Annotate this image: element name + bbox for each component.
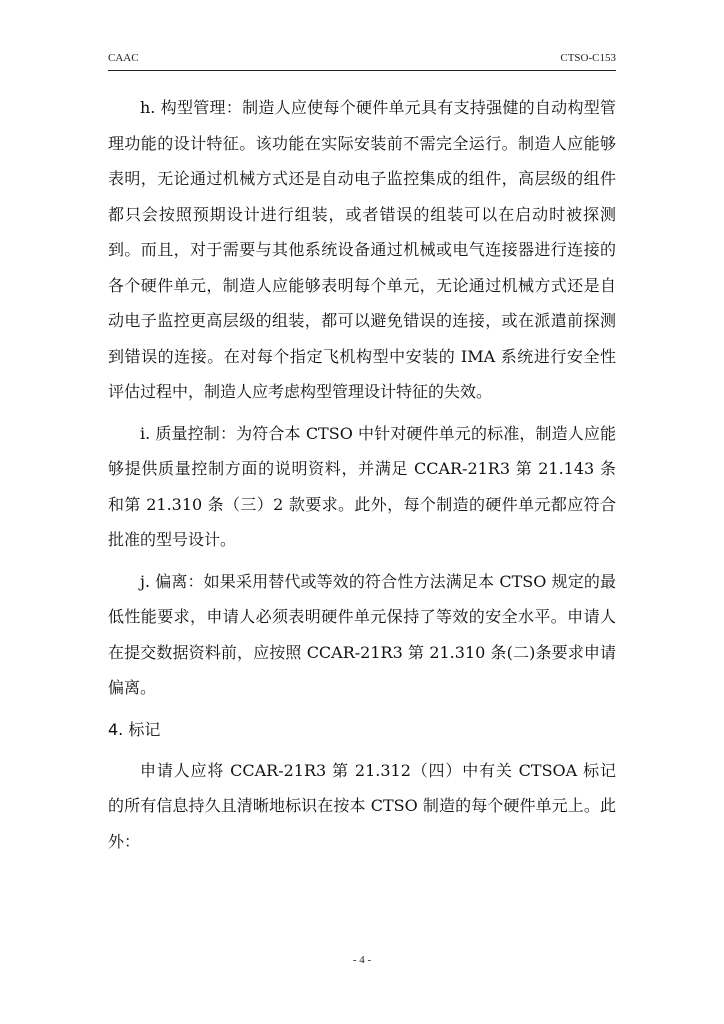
page-header (108, 52, 616, 70)
paragraph-configuration-management: h. 构型管理：制造人应使每个硬件单元具有支持强健的自动构型管理功能的设计特征。该功能在实际安装前不需完全运行。制造人应能够表明，无论通过机械方式还是自动电子监控集成的组件，高层级的组件都只会按照预期设计进行组装，或者错误的组装可以在启动时被探测到。而且，对于需要与其他系统设备通过机械或电气连接器进行连接的各个硬件单元，制造人应能够表明每个单元，无论通过机械方式还是自动电子监控更高层级的组装，都可以避免错误的连接，或在派遣前探测到错误的连接。在对每个指定飞机构型中安装的 IMA 系统进行安全性评估过程中，制造人应考虑构型管理设计特征的失效。 (108, 98, 616, 401)
header-org: CAAC (108, 52, 139, 64)
header-doc-id: CTSO-C153 (560, 52, 616, 64)
paragraph-deviations: j. 偏离：如果采用替代或等效的符合性方法满足本 CTSO 规定的最低性能要求，申请人必须表明硬件单元保持了等效的安全水平。申请人在提交数据资料前，应按照 CCAR-21R3 第 21.310 条(二)条要求申请偏离。 (108, 571, 616, 697)
page-number: - 4 - (352, 954, 372, 966)
document-body (108, 90, 616, 865)
header-rule (108, 70, 616, 71)
paragraph-marking: 申请人应将 CCAR-21R3 第 21.312（四）中有关 CTSOA 标记的所有信息持久且清晰地标识在按本 CTSO 制造的每个硬件单元上。此外： (108, 760, 616, 851)
paragraph-quality-control: i. 质量控制：为符合本 CTSO 中针对硬件单元的标准，制造人应能够提供质量控制方面的说明资料，并满足 CCAR-21R3 第 21.143 条和第 21.310 条（三）2 款要求。此外，每个制造的硬件单元都应符合批准的型号设计。 (108, 423, 616, 549)
section-heading-marking: 4. 标记 (108, 719, 161, 739)
